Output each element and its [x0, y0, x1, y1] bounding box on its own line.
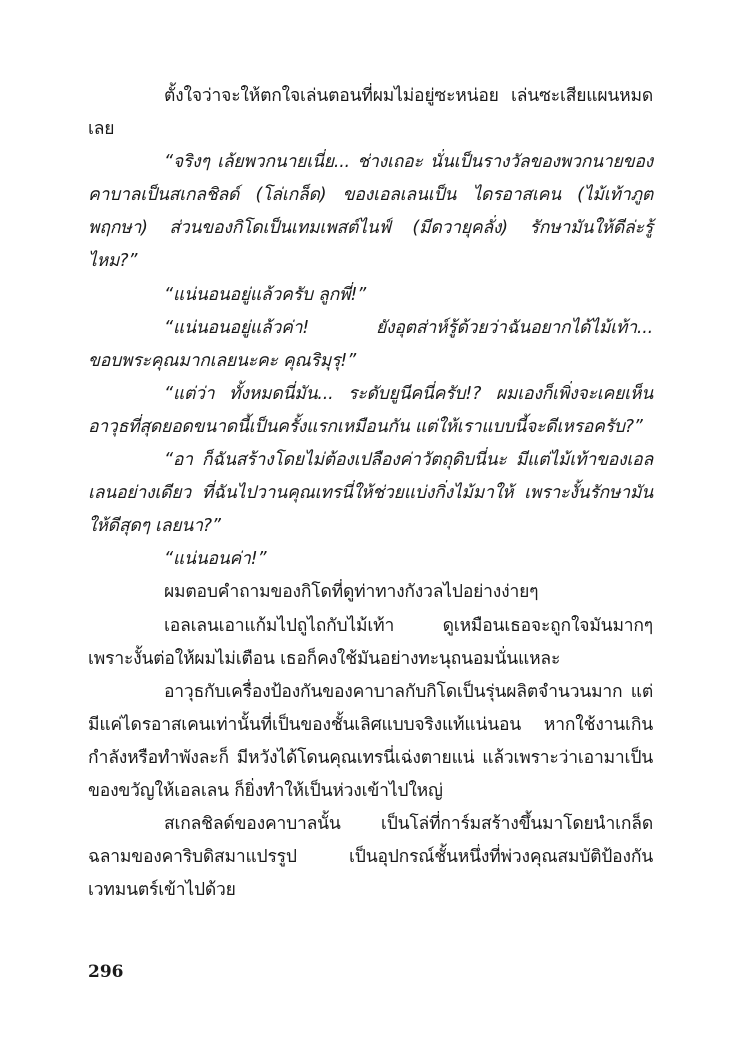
- paragraph-11: สเกลชิลด์ของคาบาลนั้น เป็นโล่ที่การ์มสร้างขึ้นมาโดยนำเกล็ดฉลามของคาริบดิสมาแปรรูป เป็นอุปกรณ์ชั้นหนึ่งที่พ่วงคุณสมบัติป้องกันเวทมนตร์เข้าไปด้วย: [88, 814, 653, 901]
- paragraph-6: “อา ก็ฉันสร้างโดยไม่ต้องเปลืองค่าวัตถุดิบนี่นะ มีแต่ไม้เท้าของเอลเลนอย่างเดียว ที่ฉันไปวานคุณเทรนี่ให้ช่วยแบ่งกิ่งไม้มาให้ เพราะงั้นรักษามันให้ดีสุดๆ เลยนา?”: [88, 450, 653, 537]
- paragraph-10: อาวุธกับเครื่องป้องกันของคาบาลกับกิโดเป็นรุ่นผลิตจำนวนมาก แต่มีแค่ไดรอาสเคนเท่านั้นที่เป็นของชั้นเลิศแบบจริงแท้แน่นอน หากใช้งานเกินกำลังหรือทำพังละก็ มีหวังได้โดนคุณเทรนี่เฉ่งตายแน่ แล้วเพราะว่าเอามาเป็นของขวัญให้เอลเลน ก็ยิ่งทำให้เป็นห่วงเข้าไปใหญ่: [88, 681, 653, 801]
- page-body: [88, 80, 653, 907]
- paragraph-8: ผมตอบคำถามของกิโดที่ดูท่าทางกังวลไปอย่างง่ายๆ: [164, 582, 539, 603]
- paragraph-7: “แน่นอนค่า!”: [164, 549, 267, 570]
- paragraph-5: “แต่ว่า ทั้งหมดนี่มัน... ระดับยูนีคนี่ครับ!? ผมเองก็เพิ่งจะเคยเห็นอาวุธที่สุดยอดขนาดนี้เป็นครั้งแรกเหมือนกัน แต่ให้เราแบบนี้จะดีเหรอครับ?”: [88, 383, 653, 437]
- paragraph-1: ตั้งใจว่าจะให้ตกใจเล่นตอนที่ผมไม่อยู่ซะหน่อย เล่นซะเสียแผนหมดเลย: [88, 86, 653, 140]
- paragraph-2: “จริงๆ เล้ยพวกนายเนี่ย... ช่างเถอะ นั่นเป็นรางวัลของพวกนายของคาบาลเป็นสเกลชิลด์ (โล่เกล็ด) ของเอลเลนเป็น ไดรอาสเคน (ไม้เท้าภูตพฤกษา) ส่วนของกิโดเป็นเทมเพสต์ไนฟ์ (มีดวายุคลั่ง) รักษามันให้ดีล่ะรู้ไหม?”: [88, 152, 653, 272]
- paragraph-9: เอลเลนเอาแก้มไปถูไถกับไม้เท้า ดูเหมือนเธอจะถูกใจมันมากๆ เพราะงั้นต่อให้ผมไม่เตือน เธอก็คงใช้มันอย่างทะนุถนอมนั่นแหละ: [88, 615, 653, 669]
- paragraph-3: “แน่นอนอยู่แล้วครับ ลูกพี่!”: [164, 284, 367, 305]
- page-number: 296: [88, 962, 124, 982]
- paragraph-4: “แน่นอนอยู่แล้วค่า! ยังอุตส่าห์รู้ด้วยว่าฉันอยากได้ไม้เท้า... ขอบพระคุณมากเลยนะคะ คุณริมุรุ!”: [88, 317, 653, 371]
